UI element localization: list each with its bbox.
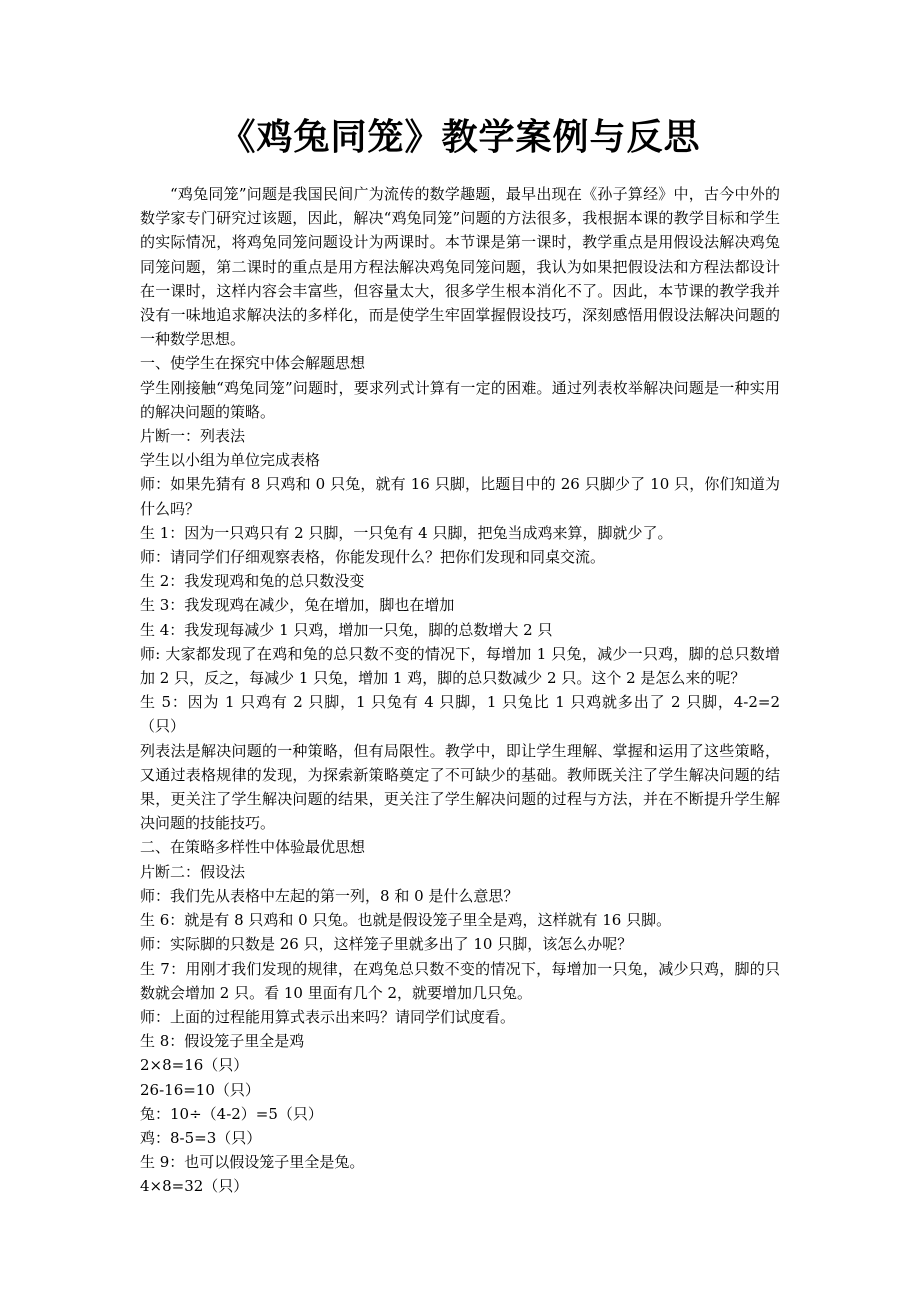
dialogue-line: 生 3：我发现鸡在减少，兔在增加，脚也在增加 <box>140 596 455 615</box>
equation-line: 鸡：8-5=3（只） <box>140 1128 262 1147</box>
dialogue-line: 师：我们先从表格中左起的第一列，8 和 0 是什么意思？ <box>140 886 519 905</box>
reflection-paragraph: 列表法是解决问题的一种策略，但有局限性。教学中，即让学生理解、掌握和运用了这些策略，又通过表格规律的发现，为探索新策略奠定了不可缺少的基础。教师既关注了学生解决问题的结果，更关注了学生解决问题的结果，更关注了学生解决问题的过程与方法，并在不断提升学生解决问题的技能技巧。 <box>140 741 780 833</box>
paragraph: 学生刚接触“鸡兔同笼”问题时，要求列式计算有一定的困难。通过列表枚举解决问题是一种实用的解决问题的策略。 <box>140 378 780 421</box>
dialogue-line: 生 1：因为一只鸡只有 2 只脚，一只兔有 4 只脚，把兔当成鸡来算，脚就少了。 <box>140 523 673 542</box>
fragment-heading-1: 片断一：列表法 <box>140 427 246 446</box>
dialogue-line: 生 5：因为 1 只鸡有 2 只脚，1 只兔有 4 只脚，1 只兔比 1 只鸡就多出了 2 只脚，4-2=2（只） <box>140 693 780 736</box>
document-body <box>140 182 780 1199</box>
dialogue-line: 师: 大家都发现了在鸡和兔的总只数不变的情况下，每增加 1 只兔，减少一只鸡，脚的总只数增加 2 只，反之，每减少 1 只兔，增加 1 鸡，脚的总只数减少 2 只。这个 2 是怎么来的呢？ <box>140 644 780 688</box>
document-title: 《鸡兔同笼》教学案例与反思 <box>219 117 701 158</box>
equation-line: 26-16=10（只） <box>140 1080 260 1099</box>
document-page <box>140 0 780 1199</box>
dialogue-line: 师：如果先猜有 8 只鸡和 0 只兔，就有 16 只脚，比题目中的 26 只脚少了 10 只，你们知道为什么吗？ <box>140 475 780 518</box>
intro-paragraph: “鸡兔同笼”问题是我国民间广为流传的数学趣题，最早出现在《孙子算经》中，古今中外的数学家专门研究过该题，因此，解决“鸡兔同笼”问题的方法很多，我根据本课的教学目标和学生的实际情况，将鸡兔同笼问题设计为两课时。本节课是第一课时，教学重点是用假设法解决鸡兔同笼问题，第二课时的重点是用方程法解决鸡兔同笼问题，我认为如果把假设法和方程法都设计在一课时，这样内容会丰富些，但容量太大，很多学生根本消化不了。因此，本节课的教学我并没有一味地追求解决法的多样化，而是使学生牢固掌握假设技巧，深刻感悟用假设法解决问题的一种数学思想。 <box>140 185 780 349</box>
watermark: om.cn <box>492 608 626 654</box>
dialogue-line: 生 9：也可以假设笼子里全是兔。 <box>140 1153 365 1172</box>
paragraph: 学生以小组为单位完成表格 <box>140 451 321 470</box>
equation-line: 2×8=16（只） <box>140 1056 249 1075</box>
section-heading-1: 一、使学生在探究中体会解题思想 <box>140 354 366 373</box>
dialogue-line: 生 6：就是有 8 只鸡和 0 只兔。也就是假设笼子里全是鸡，这样就有 16 只脚。 <box>140 911 672 930</box>
section-heading-2: 二、在策略多样性中体验最优思想 <box>140 838 366 857</box>
fragment-heading-2: 片断二：假设法 <box>140 862 246 881</box>
equation-line: 兔：10÷（4-2）=5（只） <box>140 1104 323 1123</box>
dialogue-line: 生 7：用刚才我们发现的规律，在鸡兔总只数不变的情况下，每增加一只兔，减少只鸡，脚的只数就会增加 2 只。看 10 里面有几个 2，就要增加几只兔。 <box>140 959 780 1002</box>
dialogue-line: 师：请同学们仔细观察表格，你能发现什么？把你们发现和同桌交流。 <box>140 548 606 567</box>
dialogue-line: 生 4：我发现每减少 1 只鸡，增加一只兔，脚的总数增大 2 只 <box>140 620 553 639</box>
dialogue-line: 生 2：我发现鸡和兔的总只数没变 <box>140 572 365 591</box>
dialogue-line: 师：实际脚的只数是 26 只，这样笼子里就多出了 10 只脚，该怎么办呢？ <box>140 935 633 954</box>
equation-line: 4×8=32（只） <box>140 1177 249 1196</box>
dialogue-line: 生 8：假设笼子里全是鸡 <box>140 1032 305 1051</box>
dialogue-line: 师：上面的过程能用算式表示出来吗？请同学们试度看。 <box>140 1007 516 1026</box>
